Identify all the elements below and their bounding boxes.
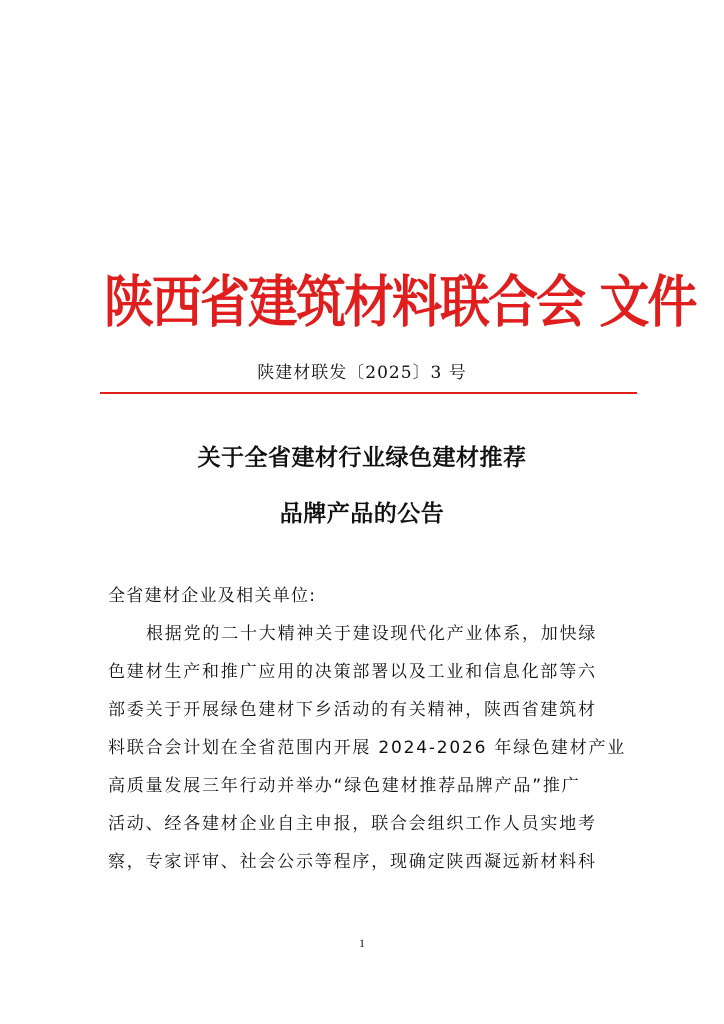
body-line: 活动、经各建材企业自主申报，联合会组织工作人员实地考: [108, 814, 597, 834]
body-line: 料联合会计划在全省范围内开展 2024-2026 年绿色建材产业: [108, 738, 627, 758]
document-title-line-1: 关于全省建材行业绿色建材推荐: [197, 444, 527, 471]
body-line: 根据党的二十大精神关于建设现代化产业体系，加快绿: [146, 624, 598, 644]
issuer-header: 陕西省建筑材料联合会 文件: [104, 268, 696, 335]
body-line: 高质量发展三年行动并举办“绿色建材推荐品牌产品”推广: [108, 776, 581, 796]
document-title-line-2: 品牌产品的公告: [279, 500, 445, 527]
header-divider: [100, 392, 637, 394]
document-number: 陕建材联发〔2025〕3 号: [257, 363, 467, 383]
body-line: 察，专家评审、社会公示等程序，现确定陕西凝远新材料科: [108, 852, 597, 872]
salutation: 全省建材企业及相关单位:: [108, 586, 317, 606]
body-line: 色建材生产和推广应用的决策部署以及工业和信息化部等六: [108, 662, 597, 682]
page-number: 1: [359, 936, 365, 950]
body-line: 部委关于开展绿色建材下乡活动的有关精神，陕西省建筑材: [108, 700, 597, 720]
